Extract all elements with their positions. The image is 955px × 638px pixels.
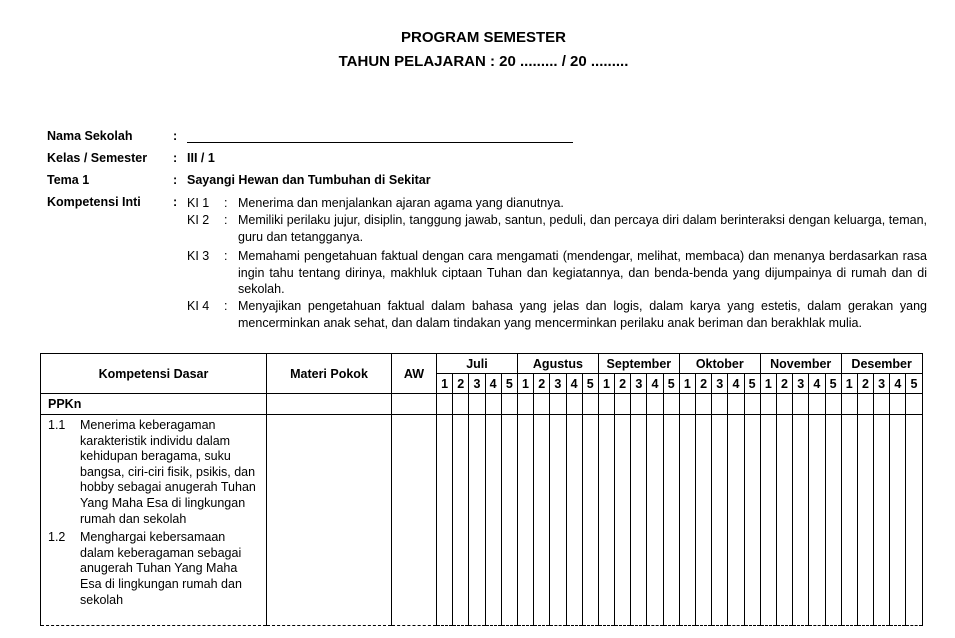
week-header: 4 (728, 374, 744, 394)
theme-label: Tema 1 (47, 173, 90, 187)
kd-text: Menghargai kebersamaan dalam keberagaman sebagai anugerah Tuhan Yang Maha Esa di lingkungan rumah dan sekolah (80, 530, 242, 607)
colon: : (224, 299, 228, 313)
week-cell[interactable] (776, 394, 792, 415)
ki-code: KI 4 (187, 299, 210, 313)
ki-text: Memiliki perilaku jujur, disiplin, tanggung jawab, santun, peduli, dan percaya diri dalam berinteraksi dengan keluarga, teman, guru dan tetangganya. (238, 213, 927, 244)
week-header: 1 (437, 374, 453, 394)
week-header: 5 (906, 374, 922, 394)
week-cell[interactable] (760, 415, 776, 626)
week-cell[interactable] (615, 394, 631, 415)
ki-item (187, 212, 927, 245)
colon: : (173, 129, 178, 143)
week-cell[interactable] (793, 394, 809, 415)
week-cell[interactable] (598, 394, 614, 415)
ki-item (187, 298, 927, 331)
week-cell[interactable] (809, 415, 825, 626)
week-header: 1 (760, 374, 776, 394)
ki-text: Menyajikan pengetahuan faktual dalam bahasa yang jelas dan logis, dalam karya yang estetis, dalam gerakan yang mencerminkan anak sehat, dan dalam tindakan yang mencerminkan perilaku anak beriman dan berakhlak mulia. (238, 299, 927, 330)
colon: : (173, 151, 178, 165)
week-cell[interactable] (550, 394, 566, 415)
week-cell[interactable] (857, 394, 873, 415)
aw-cell (392, 415, 437, 626)
week-cell[interactable] (517, 415, 533, 626)
week-cell[interactable] (550, 415, 566, 626)
week-cell[interactable] (874, 415, 890, 626)
week-cell[interactable] (501, 394, 517, 415)
week-cell[interactable] (485, 415, 501, 626)
week-header: 2 (857, 374, 873, 394)
week-cell[interactable] (857, 415, 873, 626)
week-cell[interactable] (696, 394, 712, 415)
week-header: 5 (663, 374, 679, 394)
month-header: November (760, 354, 841, 374)
colon: : (224, 213, 228, 227)
ki-code: KI 3 (187, 249, 210, 263)
week-header: 5 (501, 374, 517, 394)
materi-cell (267, 394, 392, 415)
materi-cell (267, 415, 392, 626)
kd-item (41, 415, 266, 527)
kd-number: 1.1 (48, 418, 66, 432)
header-materi-pokok: Materi Pokok (267, 354, 392, 394)
week-cell[interactable] (647, 415, 663, 626)
week-header: 3 (550, 374, 566, 394)
week-cell[interactable] (890, 394, 906, 415)
week-cell[interactable] (825, 394, 841, 415)
week-cell[interactable] (566, 415, 582, 626)
week-header: 1 (517, 374, 533, 394)
week-cell[interactable] (534, 394, 550, 415)
week-cell[interactable] (793, 415, 809, 626)
week-cell[interactable] (841, 415, 857, 626)
week-cell[interactable] (728, 394, 744, 415)
month-header: September (598, 354, 679, 374)
week-header: 5 (825, 374, 841, 394)
month-header: Agustus (517, 354, 598, 374)
week-cell[interactable] (582, 415, 598, 626)
month-header: Oktober (679, 354, 760, 374)
week-cell[interactable] (841, 394, 857, 415)
subject-name: PPKn (41, 394, 267, 415)
week-cell[interactable] (679, 394, 695, 415)
week-header: 2 (776, 374, 792, 394)
week-cell[interactable] (469, 415, 485, 626)
week-header: 4 (890, 374, 906, 394)
week-cell[interactable] (663, 415, 679, 626)
week-header: 5 (582, 374, 598, 394)
aw-cell (392, 394, 437, 415)
kd-cell (41, 415, 267, 626)
week-cell[interactable] (437, 394, 453, 415)
week-header: 3 (469, 374, 485, 394)
week-header: 1 (598, 374, 614, 394)
week-cell[interactable] (890, 415, 906, 626)
month-header: Desember (841, 354, 922, 374)
week-cell[interactable] (453, 415, 469, 626)
page-subtitle: TAHUN PELAJARAN : 20 ......... / 20 ......... (338, 53, 629, 70)
class-value: III / 1 (187, 151, 215, 165)
week-cell[interactable] (809, 394, 825, 415)
week-cell[interactable] (712, 394, 728, 415)
week-cell[interactable] (760, 394, 776, 415)
week-cell[interactable] (825, 415, 841, 626)
kd-text: Menerima keberagaman karakteristik individu dalam kehidupan beragama, suku bangsa, ciri-ciri fisik, psikis, dan hobby sebagai anugerah Tuhan Yang Maha Esa di lingkungan rumah dan sekolah (80, 418, 256, 526)
week-cell[interactable] (906, 415, 922, 626)
week-header: 5 (744, 374, 760, 394)
week-cell[interactable] (744, 394, 760, 415)
week-cell[interactable] (906, 394, 922, 415)
month-header: Juli (437, 354, 518, 374)
week-cell[interactable] (744, 415, 760, 626)
week-header: 3 (631, 374, 647, 394)
week-cell[interactable] (469, 394, 485, 415)
week-cell[interactable] (534, 415, 550, 626)
ki-text: Memahami pengetahuan faktual dengan cara mengamati (mendengar, melihat, membaca) dan menanya berdasarkan rasa ingin tahu tentang dirinya, makhluk ciptaan Tuhan dan kegiatannya, dan benda-benda yang dijumpainya di rumah dan di sekolah. (238, 249, 927, 296)
week-cell[interactable] (453, 394, 469, 415)
school-label: Nama Sekolah (47, 129, 133, 143)
week-header: 3 (712, 374, 728, 394)
week-cell[interactable] (647, 394, 663, 415)
colon: : (173, 195, 178, 209)
week-header: 1 (841, 374, 857, 394)
colon: : (224, 196, 228, 210)
week-header: 4 (647, 374, 663, 394)
week-cell[interactable] (728, 415, 744, 626)
week-cell[interactable] (776, 415, 792, 626)
week-header: 4 (809, 374, 825, 394)
week-header: 2 (453, 374, 469, 394)
ki-code: KI 2 (187, 213, 210, 227)
ki-code: KI 1 (187, 196, 210, 210)
header-aw: AW (392, 354, 437, 394)
page-title: PROGRAM SEMESTER (400, 29, 566, 46)
theme-value: Sayangi Hewan dan Tumbuhan di Sekitar (187, 173, 431, 187)
kd-number: 1.2 (48, 530, 66, 545)
ki-text: Menerima dan menjalankan ajaran agama yang dianutnya. (238, 196, 564, 210)
week-cell[interactable] (712, 415, 728, 626)
week-cell[interactable] (874, 394, 890, 415)
week-header: 1 (679, 374, 695, 394)
week-cell[interactable] (582, 394, 598, 415)
ki-label: Kompetensi Inti (47, 195, 141, 209)
week-cell[interactable] (679, 415, 695, 626)
week-cell[interactable] (598, 415, 614, 626)
week-cell[interactable] (631, 415, 647, 626)
week-cell[interactable] (696, 415, 712, 626)
week-cell[interactable] (615, 415, 631, 626)
week-cell[interactable] (566, 394, 582, 415)
week-cell[interactable] (501, 415, 517, 626)
school-blank-line (187, 142, 573, 143)
week-header: 3 (874, 374, 890, 394)
week-header: 3 (793, 374, 809, 394)
week-header: 4 (485, 374, 501, 394)
ki-item (187, 248, 927, 298)
week-header: 4 (566, 374, 582, 394)
kd-item (41, 527, 266, 608)
week-header: 2 (615, 374, 631, 394)
semester-program-table (40, 353, 923, 626)
week-cell[interactable] (485, 394, 501, 415)
colon: : (224, 249, 228, 263)
class-label: Kelas / Semester (47, 151, 148, 165)
week-cell[interactable] (631, 394, 647, 415)
week-header: 2 (534, 374, 550, 394)
ki-item (187, 195, 927, 212)
header-kompetensi-dasar: Kompetensi Dasar (41, 354, 267, 394)
week-cell[interactable] (517, 394, 533, 415)
week-cell[interactable] (437, 415, 453, 626)
week-header: 2 (696, 374, 712, 394)
colon: : (173, 173, 178, 187)
week-cell[interactable] (663, 394, 679, 415)
